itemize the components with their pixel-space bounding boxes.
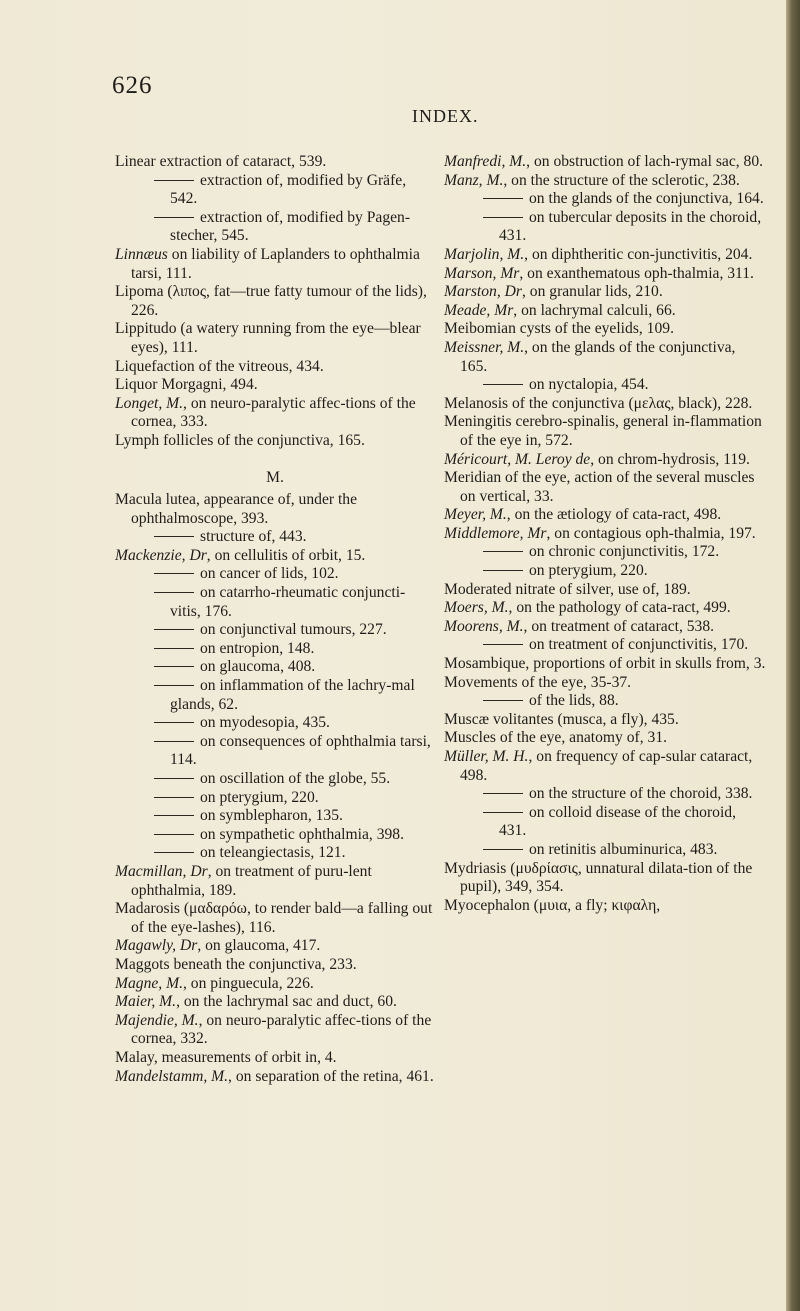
entry-text: Maggots beneath the conjunctiva, 233. — [115, 955, 357, 973]
entry-text: on entropion, 148. — [200, 639, 315, 657]
entry-text: Myocephalon (μυια, a fly; κιφαλη, — [444, 896, 661, 914]
ditto-dash — [154, 834, 194, 835]
ditto-dash — [154, 536, 194, 537]
index-entry — [115, 900, 435, 937]
ditto-dash — [483, 793, 523, 794]
index-subentry — [444, 841, 766, 860]
entry-text: , on separation of the retina, 461. — [228, 1067, 434, 1085]
index-entry — [115, 491, 435, 528]
author-name: Magawly, Dr — [115, 937, 198, 955]
author-name: Longet, M. — [115, 394, 184, 412]
author-name: Meyer, M. — [444, 506, 507, 524]
entry-text: Meridian of the eye, action of the several muscles on vertical, 33. — [444, 469, 755, 505]
ditto-dash — [483, 644, 523, 645]
index-entry — [444, 711, 766, 730]
ditto-dash — [154, 573, 194, 574]
entry-text: on glaucoma, 408. — [200, 658, 316, 676]
index-entry — [444, 581, 766, 600]
index-entry — [115, 1049, 435, 1068]
index-entry — [444, 265, 766, 284]
entry-text: , on lachrymal calculi, 66. — [513, 301, 676, 319]
entry-text: Madarosis (μαδαρόω, to render bald—a falling out of the eye-lashes), 116. — [115, 900, 433, 936]
author-name: Middlemore, Mr — [444, 524, 547, 542]
ditto-dash — [483, 551, 523, 552]
index-subentry — [115, 528, 435, 547]
author-name: Linnæus — [115, 245, 168, 263]
index-subentry — [115, 640, 435, 659]
ditto-dash — [154, 217, 194, 218]
entry-text: , on diphtheritic con-junctivitis, 204. — [524, 245, 753, 263]
entry-text: , on neuro-paralytic affec-tions of the cornea, 333. — [131, 394, 416, 431]
index-entry — [444, 897, 766, 916]
section-letter-text: M. — [266, 468, 284, 486]
entry-text: Lipoma (λιπος, fat—true fatty tumour of the lids), 226. — [115, 283, 427, 319]
entry-text: on oscillation of the globe, 55. — [200, 770, 391, 787]
ditto-dash — [154, 852, 194, 853]
page-edge — [786, 0, 800, 1311]
entry-text: on tubercular deposits in the choroid, 431. — [499, 208, 762, 245]
author-name: Macmillan, Dr — [115, 862, 208, 880]
ditto-dash — [154, 778, 194, 779]
index-entry — [444, 451, 766, 470]
entry-text: on catarrho-rheumatic conjuncti-vitis, 176. — [170, 584, 406, 620]
entry-text: Moderated nitrate of silver, use of, 189. — [444, 580, 691, 598]
entry-text: , on obstruction of lach-rymal sac, 80. — [526, 153, 764, 170]
index-subentry — [115, 658, 435, 677]
entry-text: on teleangiectasis, 121. — [200, 844, 346, 862]
entry-text: , on the structure of the sclerotic, 238. — [503, 171, 740, 189]
entry-text: Malay, measurements of orbit in, 4. — [115, 1048, 337, 1066]
index-subentry — [115, 584, 435, 621]
index-subentry — [444, 804, 766, 841]
ditto-dash — [154, 629, 194, 630]
author-name: Magne, M. — [115, 974, 183, 992]
index-entry — [444, 413, 766, 450]
entry-text: Meningitis cerebro-spinalis, general in-flammation of the eye in, 572. — [444, 413, 762, 449]
index-subentry — [444, 543, 766, 562]
index-entry — [115, 395, 435, 432]
ditto-dash — [154, 592, 194, 593]
entry-text: Mosambique, proportions of orbit in skulls from, 3. — [444, 655, 766, 673]
index-entry — [115, 320, 435, 357]
index-subentry — [115, 789, 435, 808]
entry-text: Liquor Morgagni, 494. — [115, 376, 258, 394]
index-column-right — [444, 153, 766, 915]
entry-text: Liquefaction of the vitreous, 434. — [115, 357, 324, 375]
index-subentry — [115, 826, 435, 845]
index-entry — [444, 395, 766, 414]
entry-text: on consequences of ophthalmia tarsi, 114. — [170, 732, 431, 769]
author-name: Marston, Dr — [444, 283, 522, 301]
index-subentry — [444, 636, 766, 655]
index-entry — [444, 469, 766, 506]
index-entry — [115, 376, 435, 395]
index-entry — [444, 506, 766, 525]
ditto-dash — [154, 666, 194, 667]
entry-text: on cancer of lids, 102. — [200, 565, 339, 583]
index-subentry — [115, 844, 435, 863]
entry-text: , on chrom-hydrosis, 119. — [590, 450, 750, 468]
index-entry — [115, 1012, 435, 1049]
index-entry — [115, 283, 435, 320]
entry-text: Muscles of the eye, anatomy of, 31. — [444, 729, 668, 747]
entry-text: , on granular lids, 210. — [521, 283, 663, 301]
entry-text: on myodesopia, 435. — [200, 714, 330, 732]
author-name: Maier, M. — [115, 993, 177, 1011]
entry-text: , on glaucoma, 417. — [197, 937, 321, 955]
index-entry — [444, 655, 766, 674]
entry-text: on symblepharon, 135. — [200, 807, 343, 825]
index-subentry — [115, 172, 435, 209]
entry-text: on the glands of the conjunctiva, 164. — [529, 190, 764, 208]
entry-text: , on the glands of the conjunctiva, 165. — [460, 338, 736, 375]
entry-text: of the lids, 88. — [529, 692, 619, 710]
index-entry — [115, 993, 435, 1012]
entry-text: Movements of the eye, 35-37. — [444, 673, 632, 691]
ditto-dash — [483, 812, 523, 813]
entry-text: , on the pathology of cata-ract, 499. — [508, 599, 731, 617]
ditto-dash — [483, 570, 523, 571]
index-subentry — [115, 565, 435, 584]
author-name: Mandelstamm, M. — [115, 1067, 229, 1085]
author-name: Müller, M. H. — [444, 748, 529, 765]
index-entry — [444, 729, 766, 748]
entry-text: Lippitudo (a watery running from the eye—blear eyes), 111. — [115, 320, 421, 356]
index-entry — [444, 283, 766, 302]
entry-text: , on contagious oph-thalmia, 197. — [546, 524, 756, 542]
index-entry — [444, 860, 766, 897]
index-subentry — [444, 692, 766, 711]
entry-text: Lymph follicles of the conjunctiva, 165. — [115, 431, 365, 449]
index-subentry — [444, 190, 766, 209]
author-name: Manz, M. — [444, 171, 504, 189]
index-subentry — [115, 733, 435, 770]
entry-text: , on treatment of puru-lent ophthalmia, 189. — [131, 862, 372, 899]
author-name: Meade, Mr — [444, 301, 514, 319]
index-subentry — [444, 209, 766, 246]
index-entry — [444, 246, 766, 265]
entry-text: on retinitis albuminurica, 483. — [529, 840, 718, 858]
entry-text: on colloid disease of the choroid, 431. — [499, 803, 736, 840]
author-name: Manfredi, M. — [444, 153, 527, 170]
entry-text: , on cellulitis of orbit, 15. — [206, 546, 366, 564]
entry-text: on pterygium, 220. — [200, 788, 319, 806]
entry-text: on liability of Laplanders to ophthalmia tarsi, 111. — [131, 245, 420, 282]
entry-text: , on pinguecula, 226. — [183, 974, 314, 992]
index-entry — [444, 153, 766, 172]
ditto-dash — [154, 815, 194, 816]
index-entry — [444, 748, 766, 785]
author-name: Méricourt, M. Leroy de — [444, 450, 591, 468]
index-subentry — [115, 209, 435, 246]
ditto-dash — [483, 849, 523, 850]
author-name: Marson, Mr — [444, 264, 520, 282]
ditto-dash — [154, 722, 194, 723]
ditto-dash — [483, 217, 523, 218]
index-entry — [115, 863, 435, 900]
index-subentry — [444, 376, 766, 395]
index-entry — [444, 339, 766, 376]
entry-text: Mydriasis (μυδρίασις, unnatural dilata-tion of the pupil), 349, 354. — [444, 859, 753, 896]
index-subentry — [115, 807, 435, 826]
author-name: Moorens, M. — [444, 617, 524, 635]
entry-text: on sympathetic ophthalmia, 398. — [200, 825, 404, 843]
index-subentry — [444, 562, 766, 581]
entry-text: on the structure of the choroid, 338. — [529, 785, 753, 803]
index-entry — [444, 172, 766, 191]
entry-text: , on exanthematous oph-thalmia, 311. — [519, 264, 754, 282]
index-entry — [444, 320, 766, 339]
index-entry — [444, 618, 766, 637]
index-subentry — [115, 770, 435, 789]
index-entry — [115, 975, 435, 994]
author-name: Mackenzie, Dr — [115, 546, 207, 564]
entry-text: , on the ætiology of cata-ract, 498. — [506, 506, 722, 524]
ditto-dash — [154, 741, 194, 742]
author-name: Majendie, M. — [115, 1011, 199, 1029]
entry-text: on chronic conjunctivitis, 172. — [529, 543, 720, 561]
entry-text: Meibomian cysts of the eyelids, 109. — [444, 320, 674, 338]
entry-text: Muscæ volitantes (musca, a fly), 435. — [444, 710, 679, 728]
index-entry — [115, 547, 435, 566]
index-subentry — [115, 677, 435, 714]
ditto-dash — [154, 648, 194, 649]
entry-text: , on frequency of cap-sular cataract, 498. — [460, 748, 753, 784]
entry-text: extraction of, modified by Pagen-stecher, 545. — [170, 208, 411, 245]
ditto-dash — [483, 384, 523, 385]
index-entry — [115, 432, 435, 451]
index-entry — [444, 525, 766, 544]
entry-text: on pterygium, 220. — [529, 562, 648, 580]
index-column-left — [115, 153, 435, 1086]
index-subentry — [444, 785, 766, 804]
ditto-dash — [154, 685, 194, 686]
index-entry — [444, 674, 766, 693]
entry-text: Linear extraction of cataract, 539. — [115, 153, 327, 170]
entry-text: extraction of, modified by Gräfe, 542. — [170, 171, 407, 208]
index-subentry — [115, 714, 435, 733]
author-name: Marjolin, M. — [444, 245, 525, 263]
entry-text: , on the lachrymal sac and duct, 60. — [176, 993, 397, 1011]
section-letter — [115, 469, 435, 488]
index-entry — [115, 153, 435, 172]
index-subentry — [115, 621, 435, 640]
author-name: Moers, M. — [444, 599, 509, 617]
author-name: Meissner, M. — [444, 338, 525, 356]
index-entry — [115, 246, 435, 283]
entry-text: Melanosis of the conjunctiva (μελας, black), 228. — [444, 394, 753, 412]
index-entry — [115, 1068, 435, 1087]
entry-text: on conjunctival tumours, 227. — [200, 621, 387, 639]
entry-text: on inflammation of the lachry-mal glands, 62. — [170, 677, 415, 713]
entry-text: Macula lutea, appearance of, under the ophthalmoscope, 393. — [115, 491, 358, 527]
index-entry — [444, 599, 766, 618]
ditto-dash — [154, 180, 194, 181]
running-head: INDEX. — [412, 106, 479, 126]
entry-text: structure of, 443. — [200, 528, 307, 546]
entry-text: , on neuro-paralytic affec-tions of the cornea, 332. — [131, 1011, 432, 1048]
entry-text: on nyctalopia, 454. — [529, 376, 649, 394]
entry-text: , on treatment of cataract, 538. — [523, 617, 715, 635]
ditto-dash — [154, 797, 194, 798]
index-entry — [444, 302, 766, 321]
entry-text: on treatment of conjunctivitis, 170. — [529, 636, 749, 654]
ditto-dash — [483, 700, 523, 701]
ditto-dash — [483, 198, 523, 199]
page-number: 626 — [112, 72, 153, 99]
index-entry — [115, 937, 435, 956]
index-entry — [115, 956, 435, 975]
index-entry — [115, 358, 435, 377]
